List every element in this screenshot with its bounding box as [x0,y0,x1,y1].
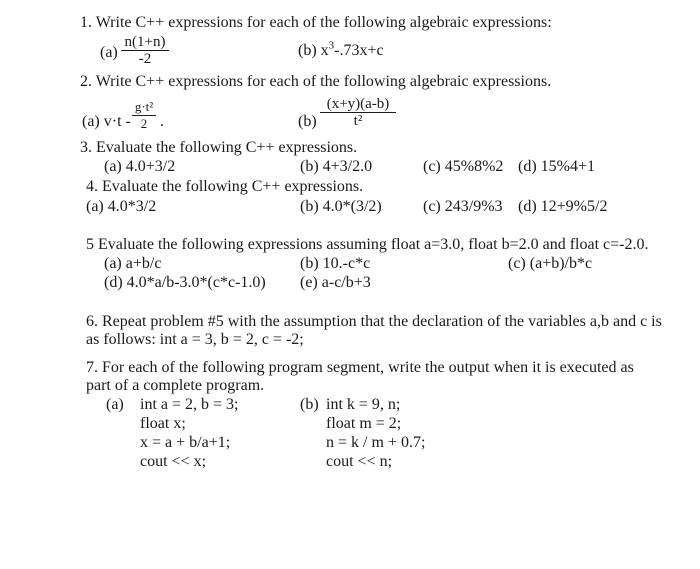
q1-b-exponent: 3 [328,39,335,52]
q3-d: (d) 15%4+1 [518,158,596,175]
q2-a-period: . [160,113,164,130]
q1-b-label: (b) [298,42,317,59]
q5-prompt: 5 Evaluate the following expressions assuming float a=3.0, float b=2.0 and float c=-2.0. [86,236,649,253]
q2-b-fraction [320,96,396,129]
q7-a-code-line-4: cout << x; [140,453,207,470]
q4-prompt: 4. Evaluate the following C++ expressions. [86,178,364,195]
q7-b-code-line-3: n = k / m + 0.7; [326,434,426,451]
q2-b-label: (b) [298,113,317,130]
q6-line1: 6. Repeat problem #5 with the assumption that the declaration of the variables a,b and c is [86,313,662,330]
q2-a-fraction [132,99,156,132]
q7-a-code-line-3: x = a + b/a+1; [140,434,231,451]
q1-a-denominator: -2 [138,51,152,67]
q2-a-numerator: g·t² [132,99,156,116]
q7-a-label: (a) [106,396,124,413]
q2-a-lead [82,113,131,131]
q7-line1: 7. For each of the following program segment, write the output when it is executed as [86,359,634,376]
q2-b-numerator: (x+y)(a-b) [320,96,396,113]
q3-prompt: 3. Evaluate the following C++ expressions. [80,139,358,156]
q2-a-prefix: v·t - [103,113,131,130]
q7-b-code-line-2: float m = 2; [326,415,402,432]
q4-c: (c) 243/9%3 [423,198,503,215]
q7-a-code-line-2: float x; [140,415,186,432]
q3-a: (a) 4.0+3/2 [104,158,176,175]
q5-b: (b) 10.-c*c [300,255,371,272]
q1-prompt: 1. Write C++ expressions for each of the following algebraic expressions: [80,14,552,31]
q2-prompt: 2. Write C++ expressions for each of the following algebraic expressions. [80,73,552,90]
q1-b-expression [298,39,384,60]
q3-b: (b) 4+3/2.0 [300,158,373,175]
q7-b-label: (b) [300,396,319,413]
q7-a-code-line-1: int a = 2, b = 3; [140,396,239,413]
q3-c: (c) 45%8%2 [423,158,504,175]
q5-e: (e) a-c/b+3 [300,274,371,291]
q1-a-label: (a) [100,44,118,61]
q6-line2: as follows: int a = 3, b = 2, c = -2; [86,331,304,348]
q4-a: (a) 4.0*3/2 [86,198,157,215]
q1-a-numerator: n(1+n) [121,34,169,51]
q4-b: (b) 4.0*(3/2) [300,198,382,215]
q7-line2: part of a complete program. [86,377,265,394]
q5-c: (c) (a+b)/b*c [508,255,593,272]
q2-b-denominator: t² [353,113,363,129]
q1-a-fraction [121,34,169,67]
q7-b-code-line-1: int k = 9, n; [326,396,401,413]
q2-a-denominator: 2 [140,116,148,131]
q1-b-rest: -.73x+c [334,42,384,59]
q2-a-label: (a) [82,113,100,130]
q7-b-code-line-4: cout << n; [326,453,393,470]
q5-d: (d) 4.0*a/b-3.0*(c*c-1.0) [104,274,266,291]
q5-a: (a) a+b/c [104,255,162,272]
q4-d: (d) 12+9%5/2 [518,198,608,215]
q1-b-base: x [320,42,329,59]
